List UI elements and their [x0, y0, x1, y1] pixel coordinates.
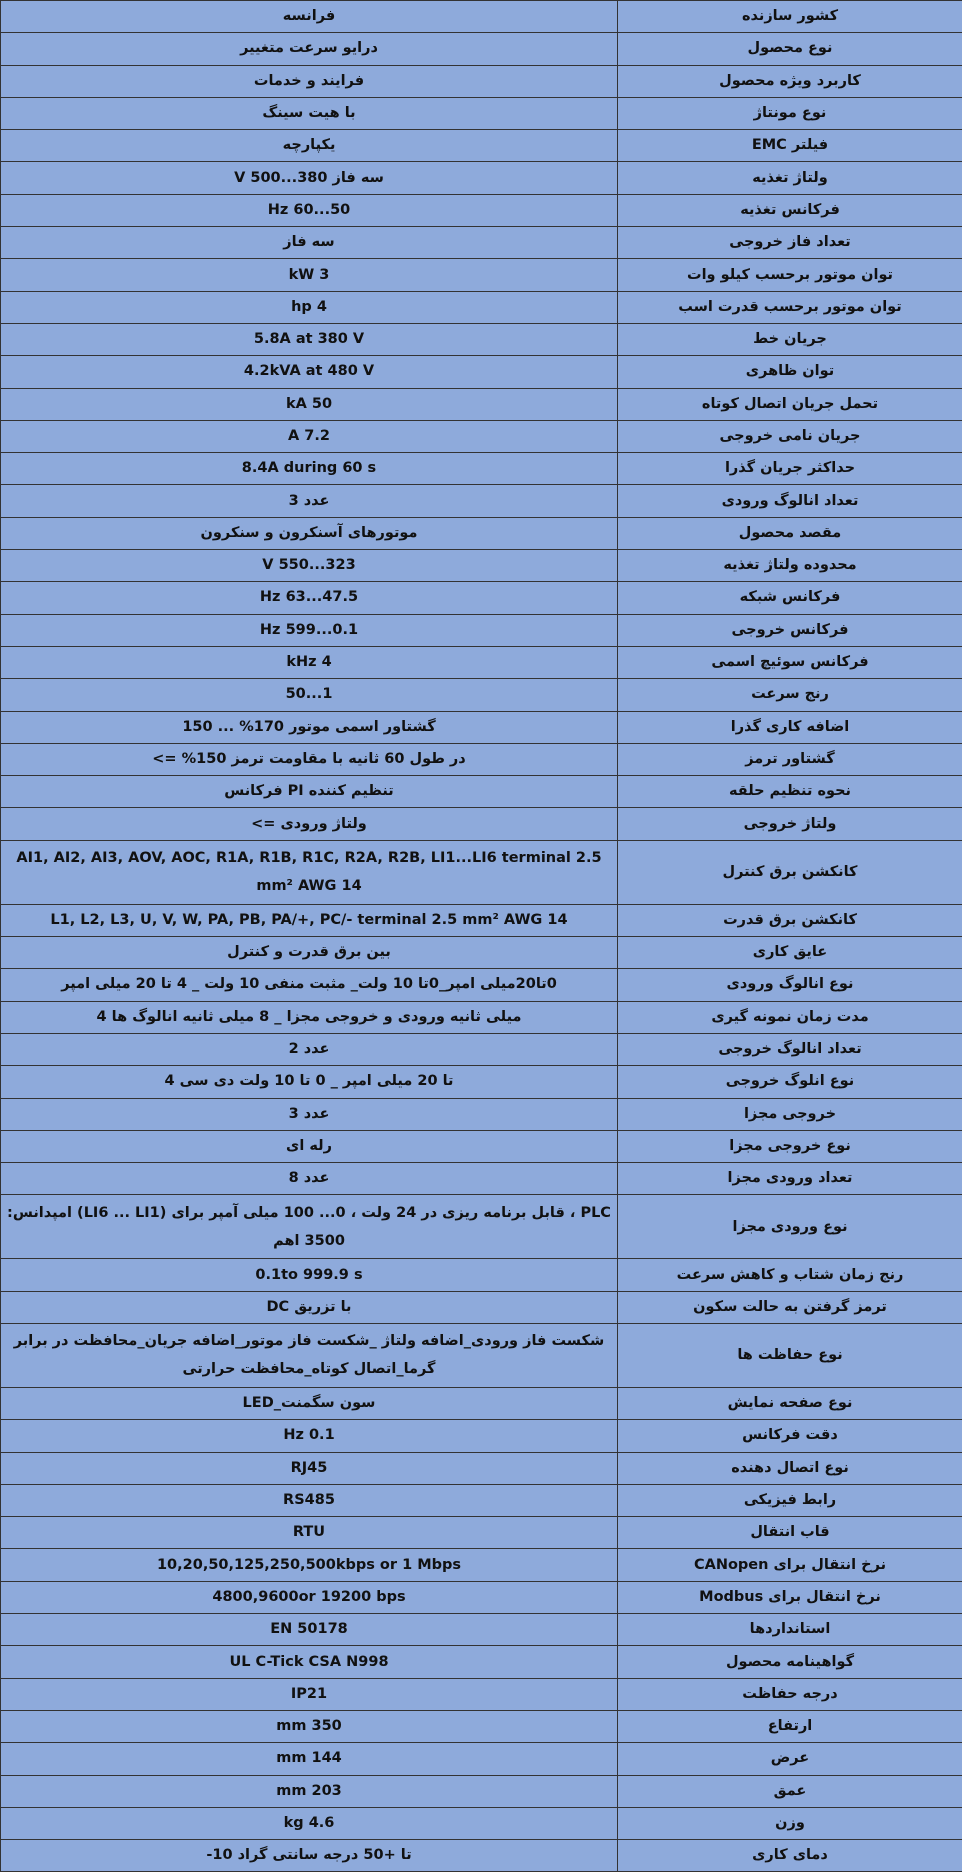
spec-label-cell: جریان خط [618, 323, 962, 355]
table-row [1, 1549, 962, 1581]
spec-label-cell: رنج سرعت [618, 679, 962, 711]
spec-value-cell: 50...60 Hz [1, 194, 618, 226]
spec-value-cell: 0.1 Hz [1, 1420, 618, 1452]
table-row [1, 1452, 962, 1484]
spec-value-cell: فرایند و خدمات [1, 65, 618, 97]
spec-value-cell: AI1, AI2, AI3, AOV, AOC, R1A, R1B, R1C, R2A, R2B, LI1...LI6 terminal 2.5 mm² AWG 14 [1, 840, 618, 904]
table-row [1, 1195, 962, 1259]
spec-value-cell: تا +50 درجه سانتی گراد 10- [1, 1840, 618, 1872]
spec-value-cell: در طول 60 ثانیه با مقاومت ترمز 150% => [1, 743, 618, 775]
spec-label-cell: دقت فرکانس [618, 1420, 962, 1452]
spec-value-cell: PLC ، قابل برنامه ریزی در 24 ولت ، 0... 100 میلی آمپر برای (LI6 ... LI1) امپدانس: 3500 اهم [1, 1195, 618, 1259]
spec-label-cell: نوع مونتاژ [618, 97, 962, 129]
spec-value-cell: درایو سرعت متغییر [1, 33, 618, 65]
spec-label-cell: تحمل جریان اتصال کوتاه [618, 388, 962, 420]
table-row [1, 1517, 962, 1549]
table-row [1, 1420, 962, 1452]
spec-label-cell: فرکانس شبکه [618, 582, 962, 614]
spec-value-cell: عدد 8 [1, 1163, 618, 1195]
spec-label-cell: فرکانس تغذیه [618, 194, 962, 226]
spec-value-cell: 10,20,50,125,250,500kbps or 1 Mbps [1, 1549, 618, 1581]
spec-value-cell: عدد 2 [1, 1033, 618, 1065]
table-row [1, 1001, 962, 1033]
spec-value-cell: موتورهای آسنکرون و سنکرون [1, 517, 618, 549]
spec-value-cell: تا 20 میلی امپر _ 0 تا 10 ولت دی سی 4 [1, 1066, 618, 1098]
spec-value-cell: 8.4A during 60 s [1, 453, 618, 485]
table-row [1, 1291, 962, 1323]
spec-label-cell: خروجی مجزا [618, 1098, 962, 1130]
table-row [1, 550, 962, 582]
spec-value-cell: تنظیم کننده PI فرکانس [1, 776, 618, 808]
spec-label-cell: فرکانس سوئیچ اسمی [618, 646, 962, 678]
table-row [1, 679, 962, 711]
table-row [1, 1743, 962, 1775]
spec-label-cell: نوع خروجی مجزا [618, 1130, 962, 1162]
table-row [1, 937, 962, 969]
spec-label-cell: وزن [618, 1807, 962, 1839]
spec-label-cell: کاربرد ویژه محصول [618, 65, 962, 97]
table-row [1, 1, 962, 33]
spec-label-cell: حداکثر جریان گذرا [618, 453, 962, 485]
table-row [1, 323, 962, 355]
spec-value-cell: 323...550 V [1, 550, 618, 582]
spec-label-cell: عایق کاری [618, 937, 962, 969]
table-row [1, 33, 962, 65]
spec-label-cell: نوع حفاظت ها [618, 1323, 962, 1387]
spec-label-cell: دمای کاری [618, 1840, 962, 1872]
spec-label-cell: گشتاور ترمز [618, 743, 962, 775]
spec-value-cell: عدد 3 [1, 1098, 618, 1130]
spec-label-cell: رابط فیزیکی [618, 1484, 962, 1516]
spec-label-cell: فیلتر EMC [618, 130, 962, 162]
table-row [1, 194, 962, 226]
table-row [1, 1163, 962, 1195]
spec-label-cell: کانکشن برق کنترل [618, 840, 962, 904]
table-row [1, 1323, 962, 1387]
spec-label-cell: توان موتور برحسب کیلو وات [618, 259, 962, 291]
table-row [1, 65, 962, 97]
spec-value-cell: 4 hp [1, 291, 618, 323]
spec-value-cell: IP21 [1, 1678, 618, 1710]
table-row [1, 1130, 962, 1162]
spec-label-cell: توان ظاهری [618, 356, 962, 388]
table-row [1, 743, 962, 775]
table-row [1, 1066, 962, 1098]
spec-value-cell: رله ای [1, 1130, 618, 1162]
spec-label-cell: قاب انتقال [618, 1517, 962, 1549]
spec-label-cell: مقصد محصول [618, 517, 962, 549]
spec-value-cell: بین برق قدرت و کنترل [1, 937, 618, 969]
spec-label-cell: استانداردها [618, 1614, 962, 1646]
spec-label-cell: جریان نامی خروجی [618, 420, 962, 452]
table-row [1, 808, 962, 840]
spec-value-cell: 47.5...63 Hz [1, 582, 618, 614]
table-row [1, 162, 962, 194]
spec-value-cell: با تزریق DC [1, 1291, 618, 1323]
table-row [1, 1840, 962, 1872]
spec-label-cell: توان موتور برحسب قدرت اسب [618, 291, 962, 323]
spec-label-cell: درجه حفاظت [618, 1678, 962, 1710]
spec-label-cell: فرکانس خروجی [618, 614, 962, 646]
table-row [1, 840, 962, 904]
spec-value-cell: 1...50 [1, 679, 618, 711]
table-row [1, 1646, 962, 1678]
table-row [1, 1581, 962, 1613]
spec-value-cell: سون سگمنت_LED [1, 1387, 618, 1419]
table-row [1, 388, 962, 420]
spec-label-cell: نوع انالوگ ورودی [618, 969, 962, 1001]
spec-label-cell: نوع انلوگ خروجی [618, 1066, 962, 1098]
table-row [1, 969, 962, 1001]
spec-label-cell: تعداد ورودی مجزا [618, 1163, 962, 1195]
spec-value-cell: EN 50178 [1, 1614, 618, 1646]
spec-label-cell: مدت زمان نمونه گیری [618, 1001, 962, 1033]
table-row [1, 1098, 962, 1130]
table-row [1, 1259, 962, 1291]
table-row [1, 1775, 962, 1807]
spec-value-cell: شکست فاز ورودی_اضافه ولتاژ _شکست فاز موتور_اضافه جریان_محافظت در برابر گرما_اتصال کوتاه_محافظت حرارتی [1, 1323, 618, 1387]
table-row [1, 1710, 962, 1742]
spec-value-cell: یکپارچه [1, 130, 618, 162]
spec-value-cell: با هیت سینگ [1, 97, 618, 129]
table-row [1, 356, 962, 388]
table-row [1, 291, 962, 323]
spec-value-cell: سه فاز [1, 227, 618, 259]
spec-label-cell: نرخ انتقال برای Modbus [618, 1581, 962, 1613]
table-row [1, 1033, 962, 1065]
table-row [1, 776, 962, 808]
spec-label-cell: ارتفاع [618, 1710, 962, 1742]
table-row [1, 453, 962, 485]
spec-label-cell: نوع محصول [618, 33, 962, 65]
spec-value-cell: 0تا20میلی امپر_0تا 10 ولت_ مثبت منفی 10 ولت _ 4 تا 20 میلی امپر [1, 969, 618, 1001]
table-row [1, 227, 962, 259]
table-row [1, 711, 962, 743]
spec-label-cell: محدوده ولتاژ تغذیه [618, 550, 962, 582]
table-row [1, 517, 962, 549]
spec-value-cell: 350 mm [1, 1710, 618, 1742]
specification-table-body [1, 1, 962, 1872]
spec-value-cell: میلی ثانیه ورودی و خروجی مجزا _ 8 میلی ثانیه انالوگ ها 4 [1, 1001, 618, 1033]
spec-label-cell: نحوه تنظیم حلقه [618, 776, 962, 808]
spec-value-cell: 0.1...599 Hz [1, 614, 618, 646]
spec-label-cell: کانکشن برق قدرت [618, 904, 962, 936]
table-row [1, 904, 962, 936]
spec-value-cell: 4800,9600or 19200 bps [1, 1581, 618, 1613]
spec-value-cell: 0.1to 999.9 s [1, 1259, 618, 1291]
spec-value-cell: گشتاور اسمی موتور 170% ... 150 [1, 711, 618, 743]
spec-value-cell: 144 mm [1, 1743, 618, 1775]
table-row [1, 130, 962, 162]
table-row [1, 1614, 962, 1646]
table-row [1, 1387, 962, 1419]
table-row [1, 614, 962, 646]
spec-value-cell: 7.2 A [1, 420, 618, 452]
spec-label-cell: نوع ورودی مجزا [618, 1195, 962, 1259]
table-row [1, 485, 962, 517]
spec-label-cell: رنج زمان شتاب و کاهش سرعت [618, 1259, 962, 1291]
table-row [1, 1678, 962, 1710]
spec-label-cell: تعداد انالوگ خروجی [618, 1033, 962, 1065]
spec-label-cell: گواهینامه محصول [618, 1646, 962, 1678]
spec-label-cell: نوع صفحه نمایش [618, 1387, 962, 1419]
spec-label-cell: ولتاژ تغذیه [618, 162, 962, 194]
spec-label-cell: تعداد انالوگ ورودی [618, 485, 962, 517]
spec-value-cell: 50 kA [1, 388, 618, 420]
spec-label-cell: عمق [618, 1775, 962, 1807]
spec-value-cell: ولتاژ ورودی => [1, 808, 618, 840]
spec-label-cell: کشور سازنده [618, 1, 962, 33]
table-row [1, 420, 962, 452]
spec-value-cell: RJ45 [1, 1452, 618, 1484]
spec-label-cell: نوع اتصال دهنده [618, 1452, 962, 1484]
spec-label-cell: اضافه کاری گذرا [618, 711, 962, 743]
table-row [1, 97, 962, 129]
spec-label-cell: تعداد فاز خروجی [618, 227, 962, 259]
spec-label-cell: عرض [618, 1743, 962, 1775]
table-row [1, 646, 962, 678]
spec-value-cell: RS485 [1, 1484, 618, 1516]
spec-label-cell: ترمز گرفتن به حالت سکون [618, 1291, 962, 1323]
spec-value-cell: 4.6 kg [1, 1807, 618, 1839]
spec-value-cell: 3 kW [1, 259, 618, 291]
spec-value-cell: 4 kHz [1, 646, 618, 678]
spec-value-cell: سه فاز 380...500 V [1, 162, 618, 194]
table-row [1, 1484, 962, 1516]
spec-value-cell: عدد 3 [1, 485, 618, 517]
spec-value-cell: RTU [1, 1517, 618, 1549]
table-row [1, 259, 962, 291]
spec-value-cell: L1, L2, L3, U, V, W, PA, PB, PA/+, PC/- terminal 2.5 mm² AWG 14 [1, 904, 618, 936]
spec-label-cell: ولتاژ خروجی [618, 808, 962, 840]
table-row [1, 1807, 962, 1839]
spec-value-cell: 5.8A at 380 V [1, 323, 618, 355]
spec-value-cell: 203 mm [1, 1775, 618, 1807]
table-row [1, 582, 962, 614]
spec-value-cell: 4.2kVA at 480 V [1, 356, 618, 388]
spec-value-cell: UL C-Tick CSA N998 [1, 1646, 618, 1678]
spec-value-cell: فرانسه [1, 1, 618, 33]
spec-label-cell: نرخ انتقال برای CANopen [618, 1549, 962, 1581]
